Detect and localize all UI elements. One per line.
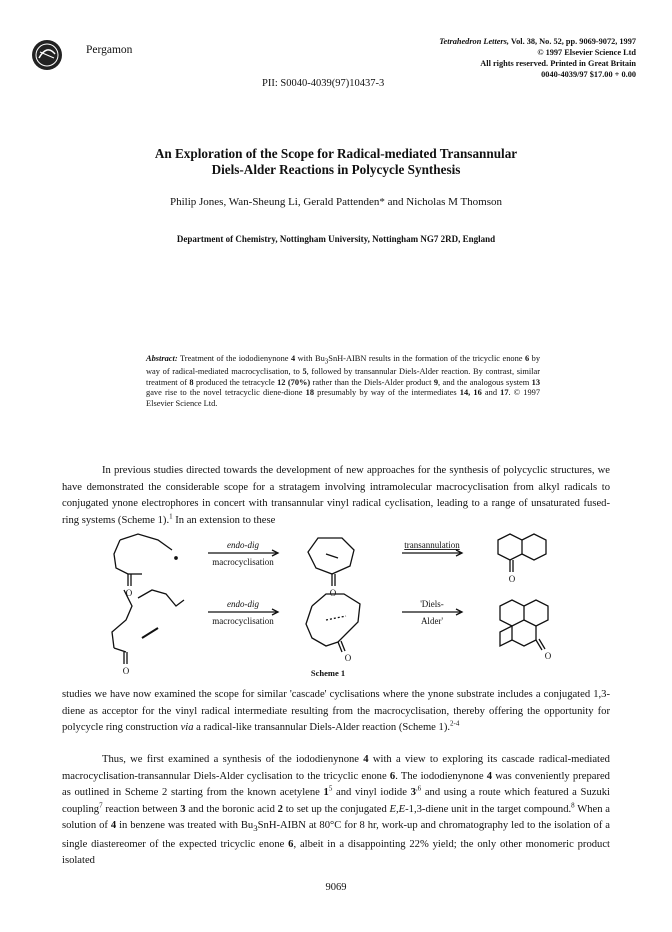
price-line: 0040-4039/97 $17.00 + 0.00 bbox=[541, 70, 636, 79]
abstract-text: and bbox=[481, 388, 501, 398]
title-line-2: Diels-Alder Reactions in Polycycle Synthesis bbox=[211, 162, 461, 177]
copyright-line: © 1997 Elsevier Science Ltd bbox=[537, 48, 636, 57]
compound-number: 3 bbox=[410, 787, 416, 798]
journal-volume: Vol. 38, No. 52, pp. 9069-9072, 1997 bbox=[510, 37, 636, 46]
oxygen-label: O bbox=[125, 588, 133, 598]
affiliation: Department of Chemistry, Nottingham University, Nottingham NG7 2RD, England bbox=[176, 234, 496, 244]
abstract-text: presumably by way of the intermediates bbox=[314, 388, 460, 398]
reference-superscript: 1 bbox=[169, 511, 173, 520]
reference-superscript: 2-4 bbox=[450, 719, 460, 728]
abstract-text: Treatment of the iododienynone bbox=[177, 354, 291, 363]
abstract-text: , followed by transannular Diels-Alder reaction. By contrast, similar treatment of bbox=[146, 367, 541, 387]
pergamon-logo-icon bbox=[30, 38, 84, 72]
compound-number: 4 bbox=[363, 754, 369, 765]
paragraph-text: with a view to exploring its cascade radical-mediated macrocyclisation-transannular Diels-Alder cyclisation to the tricyclic enone bbox=[62, 754, 610, 782]
arrow-label-endo-dig-2: endo-dig bbox=[227, 599, 259, 609]
compound-number: 9 bbox=[433, 377, 439, 387]
compound-number: 6 bbox=[524, 354, 530, 363]
arrow-label-macrocyclisation: macrocyclisation bbox=[212, 557, 274, 567]
arrow-label-diels: 'Diels- bbox=[420, 599, 444, 609]
compound-number: 6 bbox=[389, 770, 396, 782]
publisher-name: Pergamon bbox=[86, 44, 133, 56]
paragraph-text: studies we have now examined the scope for similar 'cascade' cyclisations where the ynone substrate includes a conjugated 1,3-diene as acceptor for the vinyl radical intermediate resulting from the macrocyclisation, thereby offering the opportunity for polycycle ring construction bbox=[62, 689, 610, 733]
arrow-label-macrocyclisation-2: macrocyclisation bbox=[212, 616, 274, 626]
abstract-text: , and the analogous system bbox=[438, 377, 532, 387]
compound-number: 4 bbox=[290, 354, 296, 363]
paragraph-text: and the boronic acid bbox=[185, 803, 278, 815]
compound-number: 2 bbox=[277, 803, 283, 815]
body-paragraph-2 bbox=[62, 687, 610, 737]
page-number: 9069 bbox=[325, 882, 347, 893]
oxygen-label: O bbox=[508, 574, 516, 584]
paragraph-text: a radical-like transannular Diels-Alder reaction (Scheme 1). bbox=[193, 722, 451, 733]
paragraph-text: When a solution of bbox=[62, 803, 610, 831]
paragraph-text: -1,3-diene unit in the target compound. bbox=[405, 803, 572, 815]
abstract-text: . © 1997 Elsevier Science Ltd. bbox=[146, 388, 541, 409]
italic-word: via bbox=[180, 722, 194, 733]
radical-dot bbox=[175, 557, 177, 559]
compound-number: 17 bbox=[500, 388, 509, 398]
paragraph-text: In an extension to these bbox=[172, 514, 276, 526]
scheme-1-figure bbox=[80, 528, 600, 678]
compound-number: 3 bbox=[180, 803, 186, 815]
oxygen-label: O bbox=[329, 588, 337, 598]
compound-number: 13 bbox=[531, 377, 541, 387]
paragraph-text: and vinyl iodide bbox=[332, 787, 411, 798]
paragraph-text: to set up the conjugated bbox=[282, 803, 390, 815]
abstract-text: rather than the Diels-Alder product bbox=[310, 377, 434, 387]
journal-info bbox=[439, 36, 636, 80]
pii-line: PII: S0040-4039(97)10437-3 bbox=[262, 78, 385, 89]
arrow-label-transannulation: transannulation bbox=[404, 540, 460, 550]
abstract-text: SnH-AIBN results in the formation of the tricyclic enone bbox=[328, 354, 525, 363]
rights-line: All rights reserved. Printed in Great Britain bbox=[480, 59, 636, 68]
journal-name: Tetrahedron Letters, bbox=[439, 37, 509, 46]
paragraph-text: , albeit in a disappointing 22% yield; the only other monomeric product isolated bbox=[62, 838, 610, 867]
body-paragraph-1 bbox=[62, 463, 610, 529]
paragraph-text: was conveniently prepared as outlined in Scheme 2 starting from the known acetylene bbox=[62, 770, 610, 798]
compound-number: 4 bbox=[486, 770, 493, 782]
tetracyclic-product-structure bbox=[500, 600, 548, 650]
compound-number: 8 bbox=[189, 377, 194, 387]
paragraph-text: Thus, we first examined a synthesis of the iododienynone bbox=[102, 754, 364, 765]
paragraph-text: reaction between bbox=[102, 803, 181, 815]
arrow-label-alder: Alder' bbox=[420, 616, 444, 626]
compound-number: 1 bbox=[323, 787, 329, 798]
dienynone-substrate-structure bbox=[112, 590, 184, 664]
abstract-label: Abstract: bbox=[146, 354, 178, 363]
abstract-text: by way of radical-mediated macrocyclisation, to bbox=[146, 354, 541, 377]
arrow-label-endo-dig: endo-dig bbox=[227, 540, 259, 550]
macrocycle-structure bbox=[308, 538, 354, 586]
abstract bbox=[146, 354, 540, 410]
compound-number: 14, 16 bbox=[459, 388, 482, 398]
paragraph-text: In previous studies directed towards the development of new approaches for the synthesis of polycyclic structures, we have demonstrated the considerable scope for a stratagem involving intramolecular macrocyclisation from alkyl radicals to conjugated ynone electrophores in concert with transannular vinyl radical cyclisation, leading to a range of unsaturated fused-ring systems (Scheme 1). bbox=[62, 465, 610, 526]
reference-superscript: 8 bbox=[571, 800, 575, 809]
italic-word: E,E bbox=[389, 803, 406, 815]
oxygen-label: O bbox=[122, 666, 130, 676]
compound-number: 5 bbox=[302, 367, 307, 377]
macrocyclic-diene-structure bbox=[306, 594, 360, 652]
paragraph-text: and using a route which featured a Suzuki coupling bbox=[62, 787, 610, 815]
scheme-caption: Scheme 1 bbox=[310, 668, 346, 678]
oxygen-label: O bbox=[544, 651, 552, 661]
paragraph-text: . The iododienynone bbox=[395, 770, 487, 782]
compound-number: 18 bbox=[305, 388, 315, 398]
subscript: 3 bbox=[324, 357, 329, 366]
article-title bbox=[0, 146, 672, 178]
ynone-substrate-structure bbox=[114, 534, 172, 586]
compound-number: 4 bbox=[110, 820, 117, 831]
reference-superscript: 7 bbox=[99, 800, 103, 809]
paragraph-text: SnH-AIBN at 80°C for 8 hr, work-up and chromatography led to the isolation of a single diastereomer of the expected tricyclic enone bbox=[62, 820, 610, 850]
reference-superscript: 5 bbox=[328, 784, 333, 793]
authors: Philip Jones, Wan-Sheung Li, Gerald Pattenden* and Nicholas M Thomson bbox=[169, 196, 503, 208]
title-line-1: An Exploration of the Scope for Radical-mediated Transannular bbox=[154, 146, 518, 161]
abstract-text: produced the tetracycle bbox=[193, 377, 278, 387]
abstract-text: with Bu bbox=[295, 354, 325, 363]
compound-number: 6 bbox=[288, 838, 294, 850]
reference-superscript: ,6 bbox=[415, 784, 422, 793]
subscript: 3 bbox=[253, 823, 258, 834]
oxygen-label: O bbox=[344, 653, 352, 663]
body-paragraph-3 bbox=[62, 752, 610, 870]
bicyclic-enone-structure bbox=[498, 534, 546, 572]
compound-number: 12 (70%) bbox=[277, 377, 311, 387]
abstract-text: gave rise to the novel tetracyclic diene-dione bbox=[146, 388, 306, 398]
paragraph-text: in benzene was treated with Bu bbox=[116, 820, 254, 831]
